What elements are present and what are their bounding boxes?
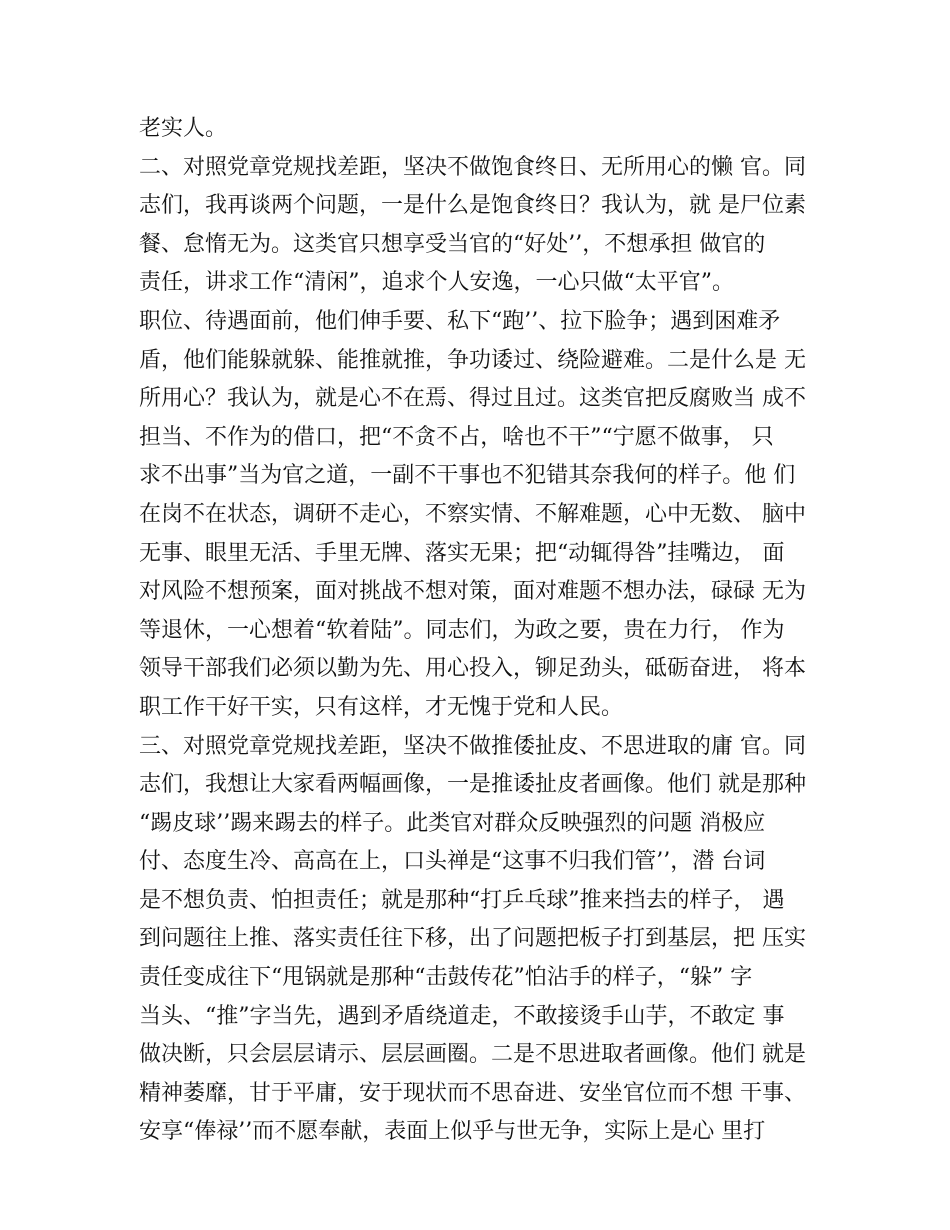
text-line: 担当、不作为的借口，把“不贪不占，啥也不干”“宁愿不做事， 只 xyxy=(139,424,774,450)
text-line: 无事、眼里无活、手里无牌、落实无果；把“动辄得咎”挂嘴边， 面 xyxy=(139,540,785,566)
text-line: 领导干部我们必须以勤为先、用心投入，铆足劲头，砥砺奋进， 将本 xyxy=(139,656,806,682)
text-line: 老实人。 xyxy=(139,116,228,141)
text-line: 等退休，一心想着“软着陆”。同志们，为政之要，贵在力行， 作为 xyxy=(139,617,785,643)
text-line: 责任，讲求工作“清闲”，追求个人安逸，一心只做“太平官”。 xyxy=(139,270,734,296)
text-line: 志们，我想让大家看两幅画像，一是推诿扯皮者画像。他们 就是那种 xyxy=(139,772,806,798)
text-line: 职位、待遇面前，他们伸手要、私下“跑’’、拉下脸争；遇到困难矛 xyxy=(139,308,781,334)
text-line: 志们，我再谈两个问题，一是什么是饱食终日？我认为，就 是尸位素 xyxy=(139,193,806,219)
text-line: 二、对照党章党规找差距，坚决不做饱食终日、无所用心的懒 官。同 xyxy=(139,154,806,180)
text-line: 求不出事”当为官之道，一副不干事也不犯错其奈我何的样子。他 们 xyxy=(139,463,796,489)
text-line: 付、态度生冷、高高在上，口头禅是“这事不归我们管’’，潜 台词 xyxy=(139,849,766,875)
text-line: 所用心？我认为，就是心不在焉、得过且过。这类官把反腐败当 成不 xyxy=(139,386,806,412)
text-line: 安享“俸禄’’而不愿奉献，表面上似乎与世无争，实际上是心 里打 xyxy=(139,1119,766,1145)
text-line: 三、对照党章党规找差距，坚决不做推倭扯皮、不思进取的庸 官。同 xyxy=(139,733,806,759)
text-line: 盾，他们能躲就躲、能推就推，争功诿过、绕险避难。二是什么是 无 xyxy=(139,347,806,373)
text-line: 餐、怠惰无为。这类官只想享受当官的“好处’’，不想承担 做官的 xyxy=(139,231,766,257)
text-line: 在岗不在状态，调研不走心，不察实情、不解难题，心中无数、 脑中 xyxy=(139,501,806,527)
text-line: 对风险不想预案，面对挑战不想对策，面对难题不想办法，碌碌 无为 xyxy=(139,579,806,605)
text-line: 责任变成往下“甩锅就是那种“击鼓传花”怕沾手的样子，“躲” 字 xyxy=(139,965,753,991)
text-line: 精神萎靡，甘于平庸，安于现状而不思奋进、安坐官位而不想 干事、 xyxy=(139,1080,806,1106)
text-line: “踢皮球’’踢来踢去的样子。此类官对群众反映强烈的问题 消极应 xyxy=(139,810,766,836)
text-line: 当头、“推”字当先，遇到矛盾绕道走，不敢接烫手山芋，不敢定 事 xyxy=(139,1003,785,1029)
text-line: 职工作干好干实，只有这样，才无愧于党和人民。 xyxy=(139,694,624,720)
text-line: 到问题往上推、落实责任往下移，出了问题把板子打到基层，把 压实 xyxy=(139,926,806,952)
body-text xyxy=(139,110,829,1152)
text-line: 是不想负责、怕担责任；就是那种“打乒乓球”推来挡去的样子， 遇 xyxy=(139,887,785,913)
text-line: 做决断，只会层层请示、层层画圈。二是不思进取者画像。他们 就是 xyxy=(139,1042,806,1068)
